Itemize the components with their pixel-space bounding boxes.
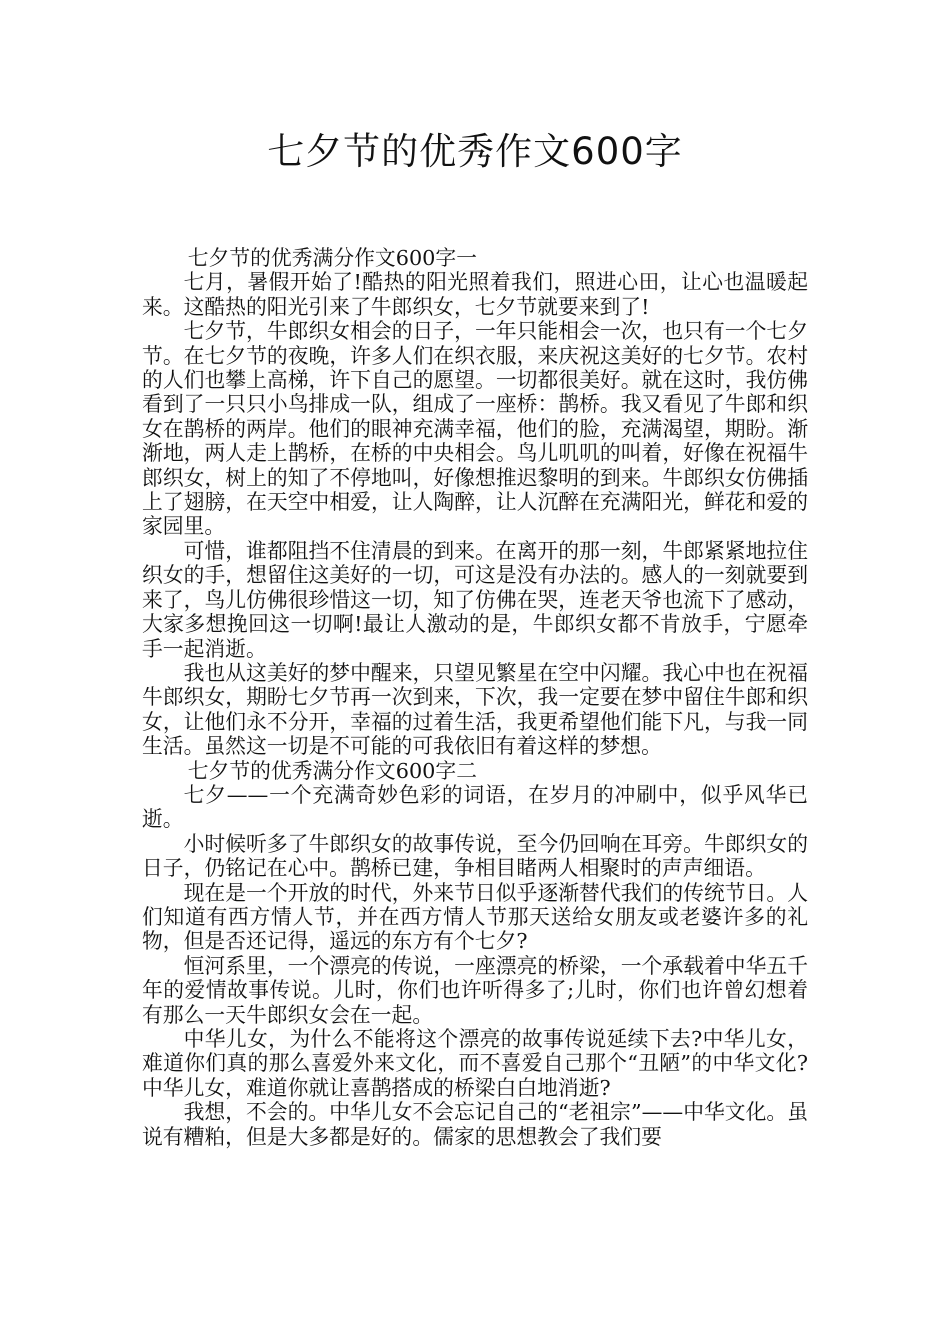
paragraph: 小时候听多了牛郎织女的故事传说，至今仍回响在耳旁。牛郎织女的日子，仍铭记在心中。鹊桥已建，争相目睹两人相聚时的声声细语。 — [142, 831, 808, 881]
paragraph: 七夕——一个充满奇妙色彩的词语，在岁月的冲刷中，似乎风华已逝。 — [142, 782, 808, 832]
paragraph: 我也从这美好的梦中醒来，只望见繁星在空中闪耀。我心中也在祝福牛郎织女，期盼七夕节再一次到来，下次，我一定要在梦中留住牛郎和织女，让他们永不分开，幸福的过着生活，我更希望他们能下凡，与我一同生活。虽然这一切是不可能的可我依旧有着这样的梦想。 — [142, 660, 808, 759]
section-heading-1: 七夕节的优秀满分作文600字一 — [187, 246, 478, 270]
paragraph: 七月，暑假开始了!酷热的阳光照着我们，照进心田，让心也温暖起来。这酷热的阳光引来了牛郎织女，七夕节就要来到了! — [142, 270, 808, 319]
paragraph: 恒河系里，一个漂亮的传说，一座漂亮的桥梁，一个承载着中华五千年的爱情故事传说。儿时，你们也许听得多了;儿时，你们也许曾幻想着有那么一天牛郎织女会在一起。 — [142, 953, 808, 1027]
section-heading-2: 七夕节的优秀满分作文600字二 — [187, 758, 478, 783]
paragraph: 七夕节，牛郎织女相会的日子，一年只能相会一次，也只有一个七夕节。在七夕节的夜晚，许多人们在织衣服，来庆祝这美好的七夕节。农村的人们也攀上高梯，许下自己的愿望。一切都很美好。就在这时，我仿佛看到了一只只小鸟排成一队，组成了一座桥：鹊桥。我又看见了牛郎和织女在鹊桥的两岸。他们的眼神充满幸福，他们的脸，充满渴望，期盼。渐渐地，两人走上鹊桥，在桥的中央相会。鸟儿叽叽的叫着，好像在祝福牛郎织女，树上的知了不停地叫，好像想推迟黎明的到来。牛郎织女仿佛插上了翅膀，在天空中相爱，让人陶醉，让人沉醉在充满阳光，鲜花和爱的家园里。 — [142, 319, 808, 539]
page-title: 七夕节的优秀作文600字 — [267, 130, 683, 173]
paragraph: 可惜，谁都阻挡不住清晨的到来。在离开的那一刻，牛郎紧紧地拉住织女的手，想留住这美好的一切，可这是没有办法的。感人的一刻就要到来了，鸟儿仿佛很珍惜这一切，知了仿佛在哭，连老天爷也流下了感动，大家多想挽回这一切啊!最让人激动的是，牛郎织女都不肯放手，宁愿牵手一起消逝。 — [142, 538, 808, 661]
paragraph: 中华儿女，为什么不能将这个漂亮的故事传说延续下去?中华儿女，难道你们真的那么喜爱外来文化，而不喜爱自己那个“丑陋”的中华文化?中华儿女，难道你就让喜鹊搭成的桥梁白白地消逝? — [142, 1027, 808, 1100]
article-body — [142, 246, 808, 1149]
paragraph: 我想，不会的。中华儿女不会忘记自己的“老祖宗”——中华文化。虽说有糟粕，但是大多都是好的。儒家的思想教会了我们要 — [142, 1100, 808, 1149]
paragraph: 现在是一个开放的时代，外来节日似乎逐渐替代我们的传统节日。人们知道有西方情人节，并在西方情人节那天送给女朋友或老婆许多的礼物，但是否还记得，遥远的东方有个七夕? — [142, 880, 808, 954]
